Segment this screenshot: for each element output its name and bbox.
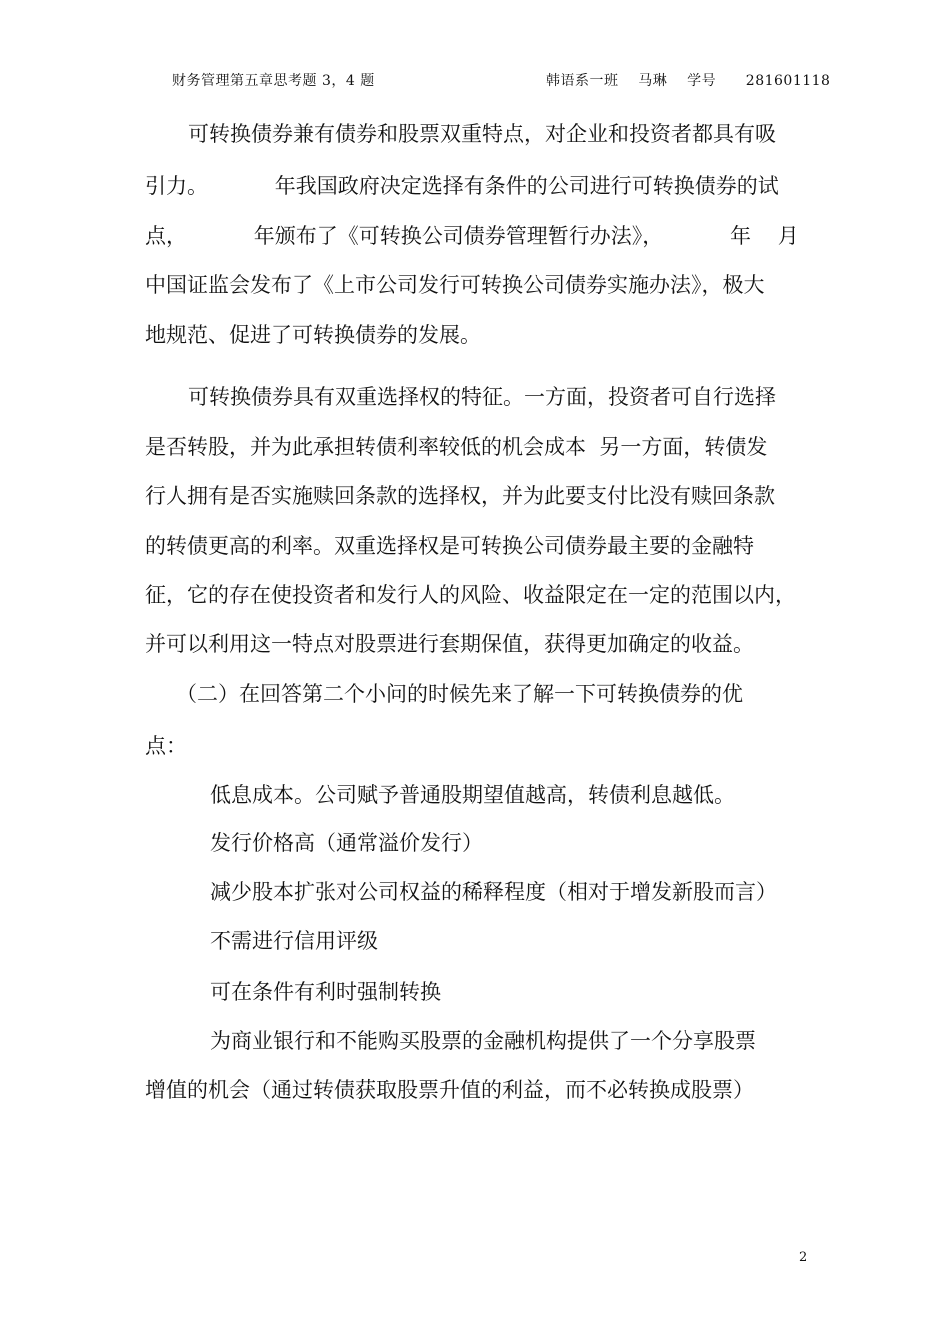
list-item: 低息成本。公司赋予普通股期望值越高，转债利息越低。: [210, 783, 735, 807]
page-header-title: 财务管理第五章思考题 3，4 题: [172, 73, 375, 89]
body-line: 增值的机会（通过转债获取股票升值的利益，而不必转换成股票）: [145, 1078, 754, 1102]
body-line: 的转债更高的利率。双重选择权是可转换公司债券最主要的金融特: [145, 534, 754, 558]
list-item: 为商业银行和不能购买股票的金融机构提供了一个分享股票: [210, 1029, 756, 1053]
body-line: 中国证监会发布了《上市公司发行可转换公司债券实施办法》，极大: [145, 273, 765, 297]
list-item: 不需进行信用评级: [210, 929, 378, 953]
body-line: 行人拥有是否实施赎回条款的选择权，并为此要支付比没有赎回条款: [145, 484, 775, 508]
body-line: 征，它的存在使投资者和发行人的风险、收益限定在一定的范围以内，: [145, 583, 796, 607]
body-line: 可转换债券具有双重选择权的特征。一方面，投资者可自行选择: [188, 385, 776, 409]
body-line: 可转换债券兼有债券和股票双重特点，对企业和投资者都具有吸: [188, 122, 776, 146]
body-line: 并可以利用这一特点对股票进行套期保值，获得更加确定的收益。: [145, 632, 754, 656]
page-header-author: 韩语系一班 马琳 学号 281601118: [546, 73, 831, 89]
body-line: 点， 年颁布了《可转换公司债券管理暂行办法》， 年 月: [145, 224, 799, 248]
page-number: 2: [799, 1250, 808, 1265]
body-line: 地规范、促进了可转换债券的发展。: [145, 323, 481, 347]
body-line: 点：: [145, 734, 187, 758]
list-item: 可在条件有利时强制转换: [210, 980, 441, 1004]
body-line: 是否转股，并为此承担转债利率较低的机会成本 另一方面，转债发: [145, 435, 768, 459]
list-item: 减少股本扩张对公司权益的稀释程度（相对于增发新股而言）: [210, 880, 777, 904]
body-line: （二）在回答第二个小问的时候先来了解一下可转换债券的优: [176, 682, 743, 706]
list-item: 发行价格高（通常溢价发行）: [210, 831, 483, 855]
body-line: 引力。 年我国政府决定选择有条件的公司进行可转换债券的试: [145, 174, 779, 198]
